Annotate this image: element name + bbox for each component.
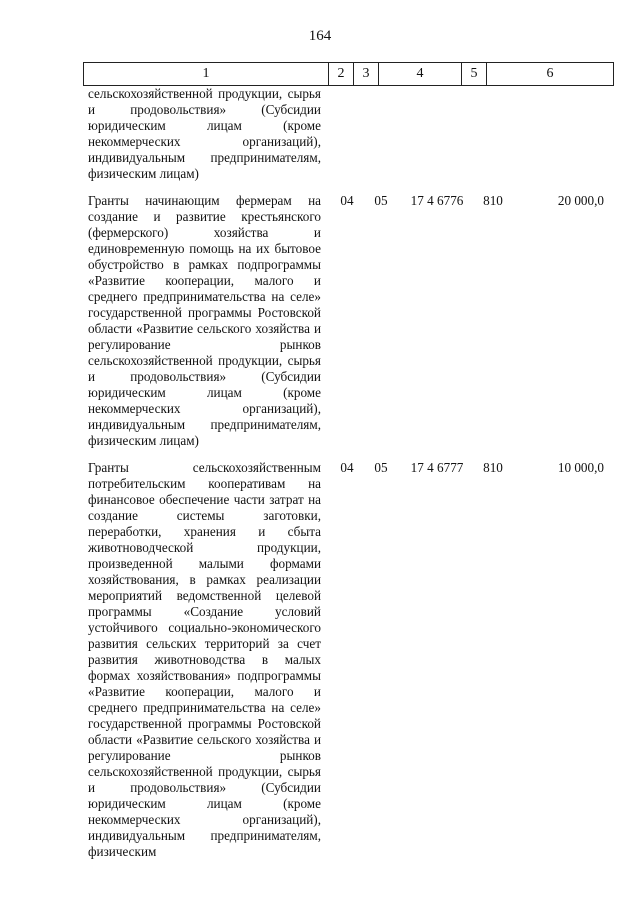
header-col-2: 2 [329, 63, 354, 86]
row-expense-type: 810 [483, 193, 503, 208]
row-subsection-code: 05 [374, 193, 388, 208]
row-description: сельскохозяйственной продукции, сырья и продовольствия» (Субсидии юридическим лицам (кроме некоммерческих организаций), индивидуальным предпринимателям, физическим лицам) [88, 86, 321, 181]
table-row [88, 86, 613, 182]
page-number: 164 [308, 28, 332, 44]
row-amount: 20 000,0 [557, 193, 604, 208]
row-target-article: 17 4 6776 [410, 193, 464, 208]
row-expense-type: 810 [483, 460, 503, 475]
row-description: Гранты начинающим фермерам на создание и развитие крестьянского (фермерского) хозяйства и единовременную помощь на их бытовое обустройство в рамках подпрограммы «Развитие кооперации, малого и среднего предпринимательства на селе» государственной программы Ростовской области «Развитие сельского хозяйства и регулирование рынков сельскохозяйственной продукции, сырья и продовольствия» (Субсидии юридическим лицам (кроме некоммерческих организаций), индивидуальным предпринимателям, физическим лицам) [88, 193, 321, 448]
header-col-4: 4 [379, 63, 462, 86]
row-subsection-code: 05 [374, 460, 388, 475]
table-row [88, 460, 613, 860]
row-section-code: 04 [340, 193, 354, 208]
row-section-code: 04 [340, 460, 354, 475]
header-col-6: 6 [487, 63, 614, 86]
row-amount: 10 000,0 [557, 460, 604, 475]
table-row [88, 193, 613, 449]
header-col-1: 1 [84, 63, 329, 86]
row-target-article: 17 4 6777 [410, 460, 464, 475]
row-description: Гранты сельскохозяйственным потребительским кооперативам на финансовое обеспечение части затрат на создание системы заготовки, переработки, хранения и сбыта животноводческой продукции, произведенной малыми формами хозяйствования, в рамках реализации мероприятий ведомственной целевой программы «Создание условий устойчивого социально-экономического развития сельских территорий за счет развития животноводства в малых формах хозяйствования» подпрограммы «Развитие кооперации, малого и среднего предпринимательства на селе» государственной программы Ростовской области «Развитие сельского хозяйства и регулирование рынков сельскохозяйственной продукции, сырья и продовольствия» (Субсидии юридическим лицам (кроме некоммерческих организаций), индивидуальным предпринимателям, физическим [88, 460, 321, 859]
header-col-3: 3 [354, 63, 379, 86]
header-col-5: 5 [462, 63, 487, 86]
table-body [88, 86, 613, 860]
table-header [83, 62, 614, 86]
